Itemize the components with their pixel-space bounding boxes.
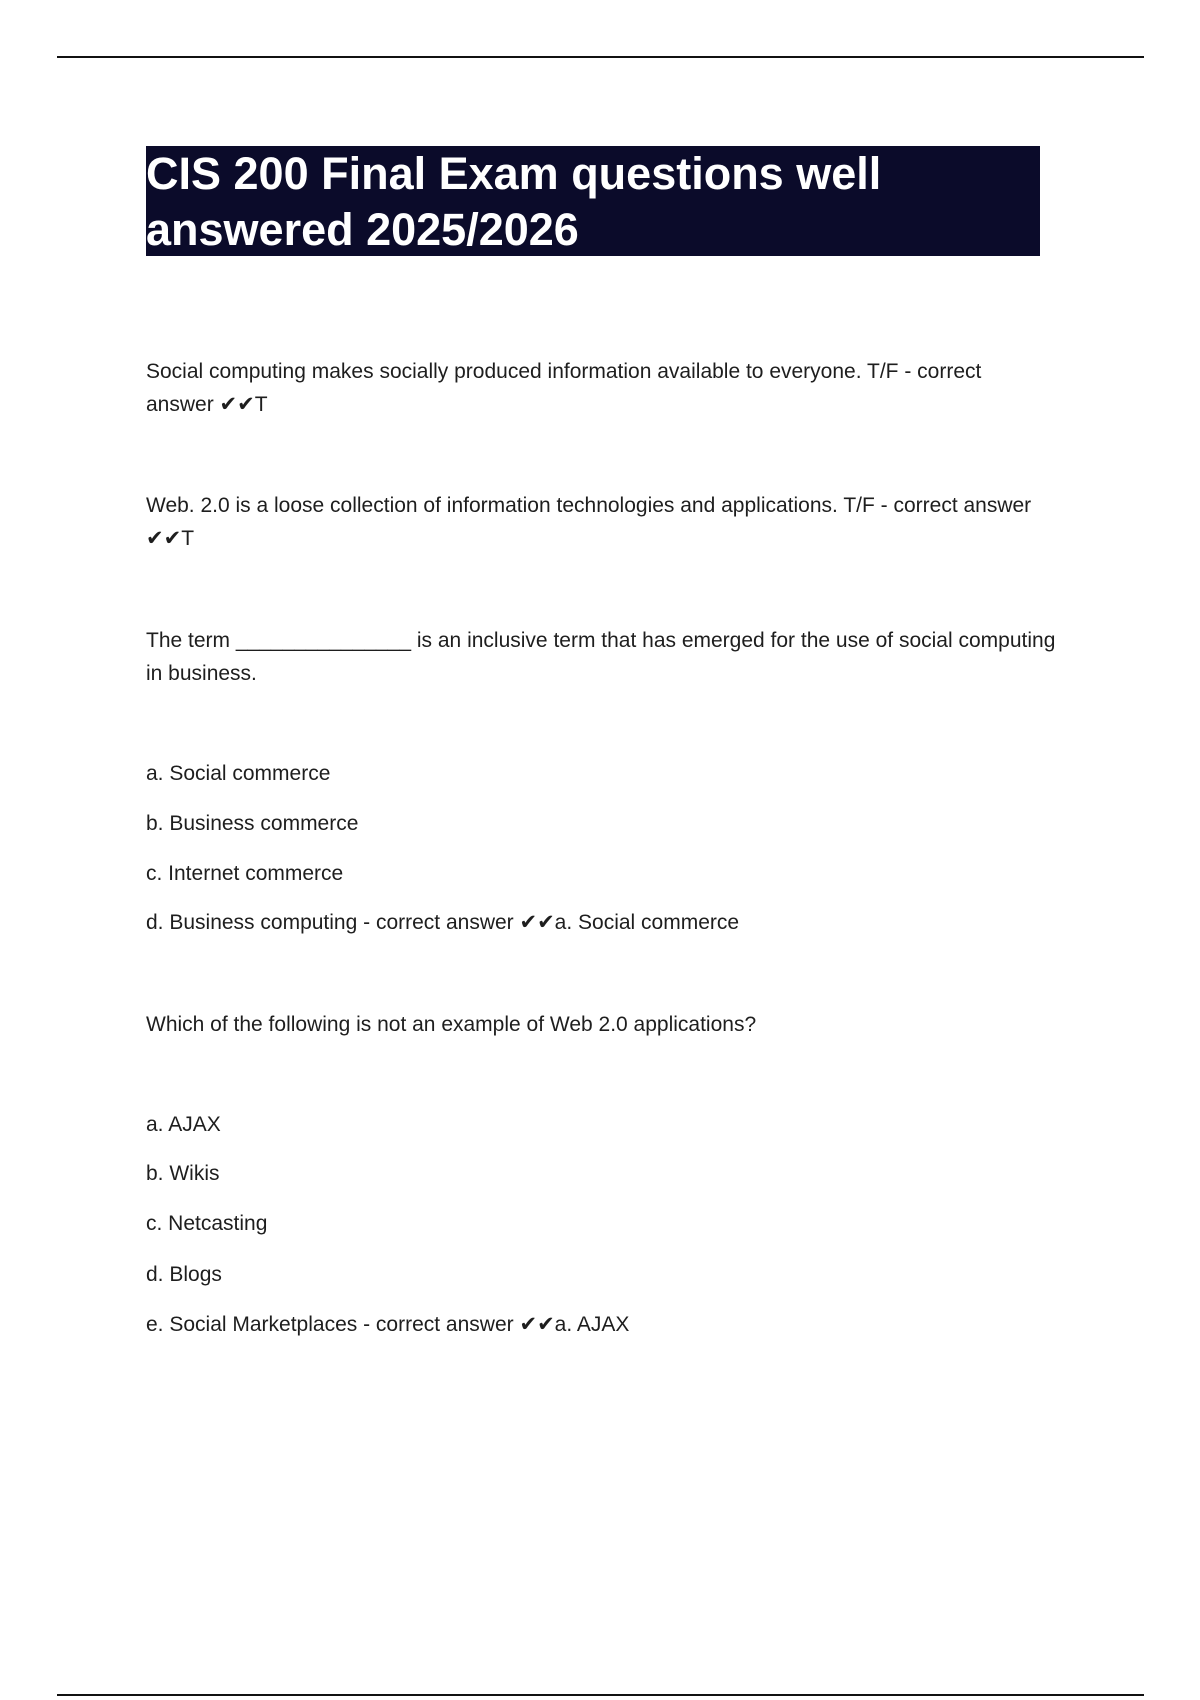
question-3-option-a: a. Social commerce	[146, 762, 331, 785]
question-4-line-1: Which of the following is not an example of Web 2.0 applications?	[146, 1013, 757, 1036]
title-line-1: CIS 200 Final Exam questions well	[146, 148, 882, 199]
question-4	[146, 1008, 1096, 1041]
bottom-rule	[57, 1694, 1144, 1696]
title-line-2: answered 2025/2026	[146, 204, 579, 255]
top-rule	[57, 56, 1144, 58]
question-3	[146, 624, 1096, 690]
question-4-option-d: d. Blogs	[146, 1263, 222, 1286]
question-4-option-e: e. Social Marketplaces - correct answer ✔✔a. AJAX	[146, 1313, 630, 1336]
question-2-line-2: ✔✔T	[146, 527, 195, 550]
question-1-line-1: Social computing makes socially produced information available to everyone. T/F - correct	[146, 360, 982, 383]
question-4-option-b: b. Wikis	[146, 1162, 220, 1185]
question-4-option-c: c. Netcasting	[146, 1212, 268, 1235]
question-4-option-a: a. AJAX	[146, 1113, 221, 1136]
question-3-option-d: d. Business computing - correct answer ✔✔a. Social commerce	[146, 911, 740, 934]
question-2-line-1: Web. 2.0 is a loose collection of information technologies and applications. T/F - correct answer	[146, 494, 1032, 517]
question-3-line-2: in business.	[146, 662, 257, 685]
question-1-line-2: answer ✔✔T	[146, 393, 268, 416]
document-title	[146, 146, 1040, 256]
question-1	[146, 355, 1096, 421]
question-3-option-b: b. Business commerce	[146, 812, 359, 835]
question-3-option-c: c. Internet commerce	[146, 862, 344, 885]
question-3-line-1: The term _______________ is an inclusive term that has emerged for the use of social computing	[146, 629, 1056, 652]
question-2	[146, 489, 1096, 555]
